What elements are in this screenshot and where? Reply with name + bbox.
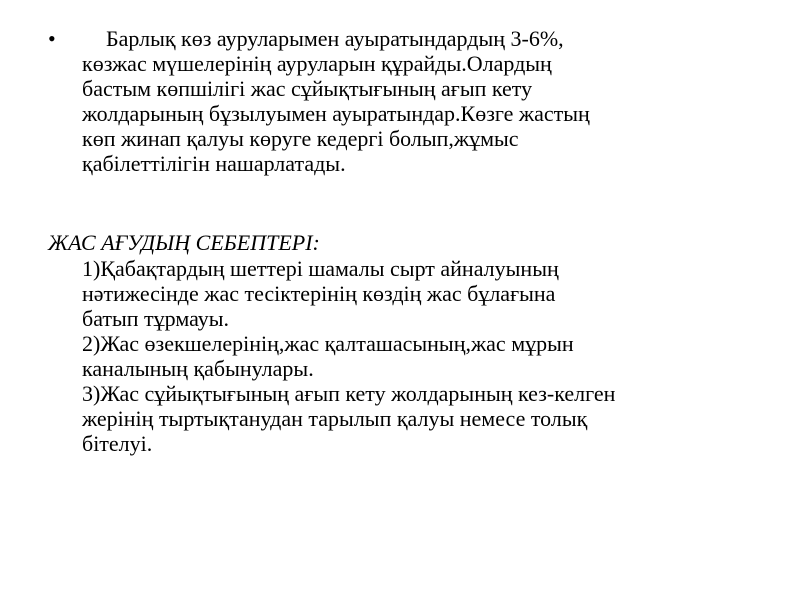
intro-bullet (48, 26, 748, 176)
causes-list (82, 256, 782, 456)
bullet-marker: • (48, 26, 56, 51)
intro-paragraph: Барлық көз ауруларымен ауыратындардың 3-6%, көзжас мүшелерінің ауруларын құрайды.Олардың бастым көпшілігі жас сұйықтығының ағып кету жолдарының бұзылуымен ауыратындар.Көзге жастың көп жинап қалуы көруге кедергі болып,жұмыс қабілеттілігін нашарлатады. (82, 26, 590, 176)
causes-heading: ЖАС АҒУДЫҢ СЕБЕПТЕРІ: (48, 230, 320, 255)
cause-item-2: 2)Жас өзекшелерінің,жас қалташасының,жас мұрын каналының қабынулары. (82, 331, 574, 381)
cause-item-1: 1)Қабақтардың шеттері шамалы сырт айналуының нәтижесінде жас тесіктерінің көздің жас бұлағына батып тұрмауы. (82, 256, 559, 331)
cause-item-3: 3)Жас сұйықтығының ағып кету жолдарының кез-келген жерінің тыртықтанудан тарылып қалуы немесе толық бітелуі. (82, 381, 616, 456)
